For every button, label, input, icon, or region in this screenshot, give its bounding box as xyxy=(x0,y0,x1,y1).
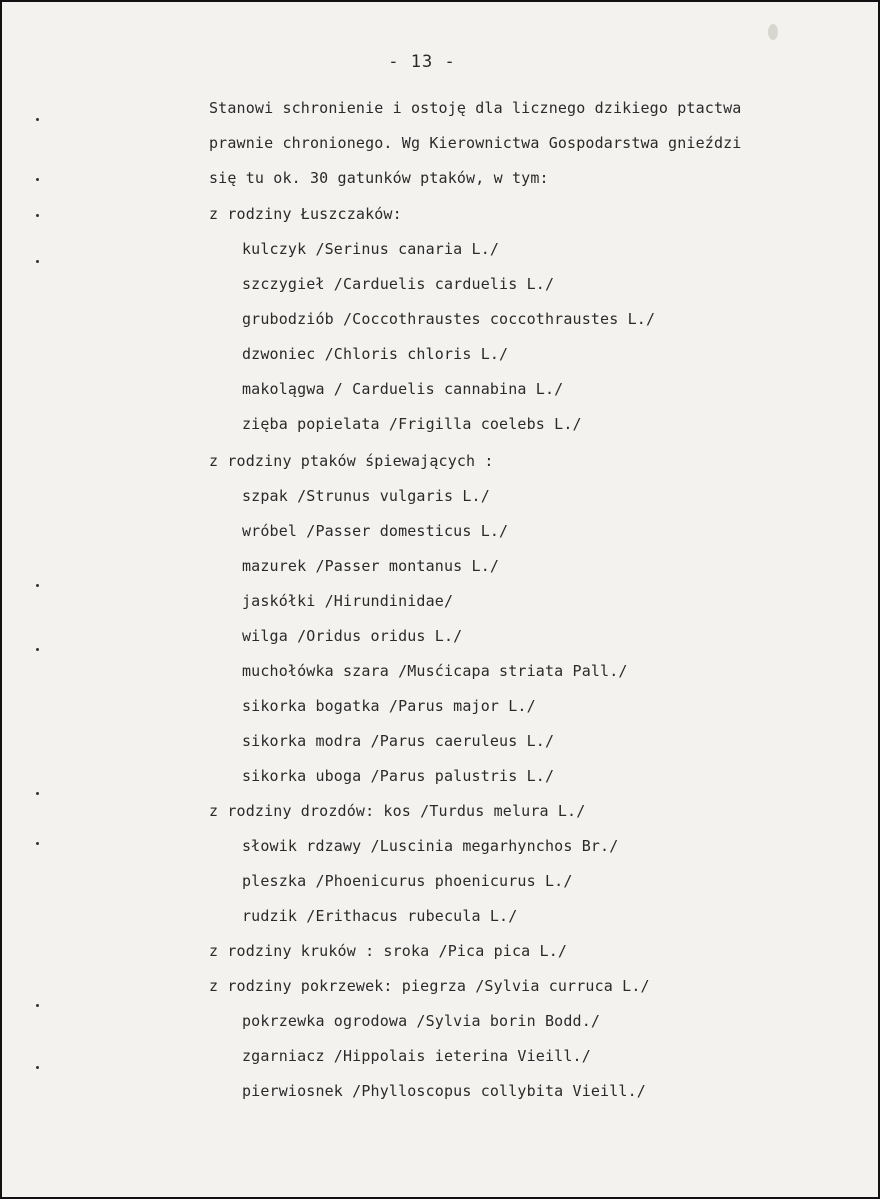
margin-mark xyxy=(36,260,39,263)
margin-mark xyxy=(36,214,39,217)
species-line: kulczyk /Serinus canaria L./ xyxy=(242,240,500,258)
species-line: pokrzewka ogrodowa /Sylvia borin Bodd./ xyxy=(242,1012,601,1030)
margin-mark xyxy=(36,1066,39,1069)
species-line: szczygieł /Carduelis carduelis L./ xyxy=(242,275,555,293)
species-line: grubodziób /Coccothraustes coccothraustes L./ xyxy=(242,310,656,328)
margin-mark xyxy=(36,1004,39,1007)
group-heading: z rodziny ptaków śpiewających : xyxy=(209,452,494,470)
paragraph-line: prawnie chronionego. Wg Kierownictwa Gospodarstwa gnieździ xyxy=(209,134,742,152)
page-number: - 13 - xyxy=(388,52,456,72)
species-line: rudzik /Erithacus rubecula L./ xyxy=(242,907,518,925)
species-line: zięba popielata /Frigilla coelebs L./ xyxy=(242,415,582,433)
species-line: muchołówka szara /Musćicapa striata Pall./ xyxy=(242,662,628,680)
margin-mark xyxy=(36,584,39,587)
species-line: dzwoniec /Chloris chloris L./ xyxy=(242,345,509,363)
margin-mark xyxy=(36,178,39,181)
species-line: sikorka uboga /Parus palustris L./ xyxy=(242,767,555,785)
group-heading: z rodziny kruków : sroka /Pica pica L./ xyxy=(209,942,568,960)
margin-mark xyxy=(36,648,39,651)
group-heading: z rodziny pokrzewek: piegrza /Sylvia curruca L./ xyxy=(209,977,650,995)
species-line: makolągwa / Carduelis cannabina L./ xyxy=(242,380,564,398)
species-line: szpak /Strunus vulgaris L./ xyxy=(242,487,490,505)
species-line: słowik rdzawy /Luscinia megarhynchos Br./ xyxy=(242,837,619,855)
margin-mark xyxy=(36,792,39,795)
species-line: wilga /Oridus oridus L./ xyxy=(242,627,463,645)
paper-stain xyxy=(768,24,778,40)
species-line: sikorka modra /Parus caeruleus L./ xyxy=(242,732,555,750)
margin-mark xyxy=(36,118,39,121)
paragraph-line: się tu ok. 30 gatunków ptaków, w tym: xyxy=(209,169,549,187)
group-heading: z rodziny drozdów: kos /Turdus melura L./ xyxy=(209,802,586,820)
group-heading: z rodziny Łuszczaków: xyxy=(209,205,402,223)
species-line: mazurek /Passer montanus L./ xyxy=(242,557,500,575)
species-line: zgarniacz /Hippolais ieterina Vieill./ xyxy=(242,1047,591,1065)
paragraph-line: Stanowi schronienie i ostoję dla licznego dzikiego ptactwa xyxy=(209,99,742,117)
species-line: wróbel /Passer domesticus L./ xyxy=(242,522,509,540)
species-line: sikorka bogatka /Parus major L./ xyxy=(242,697,536,715)
species-line: pierwiosnek /Phylloscopus collybita Vieill./ xyxy=(242,1082,646,1100)
species-line: jaskółki /Hirundinidae/ xyxy=(242,592,454,610)
margin-mark xyxy=(36,842,39,845)
species-line: pleszka /Phoenicurus phoenicurus L./ xyxy=(242,872,573,890)
